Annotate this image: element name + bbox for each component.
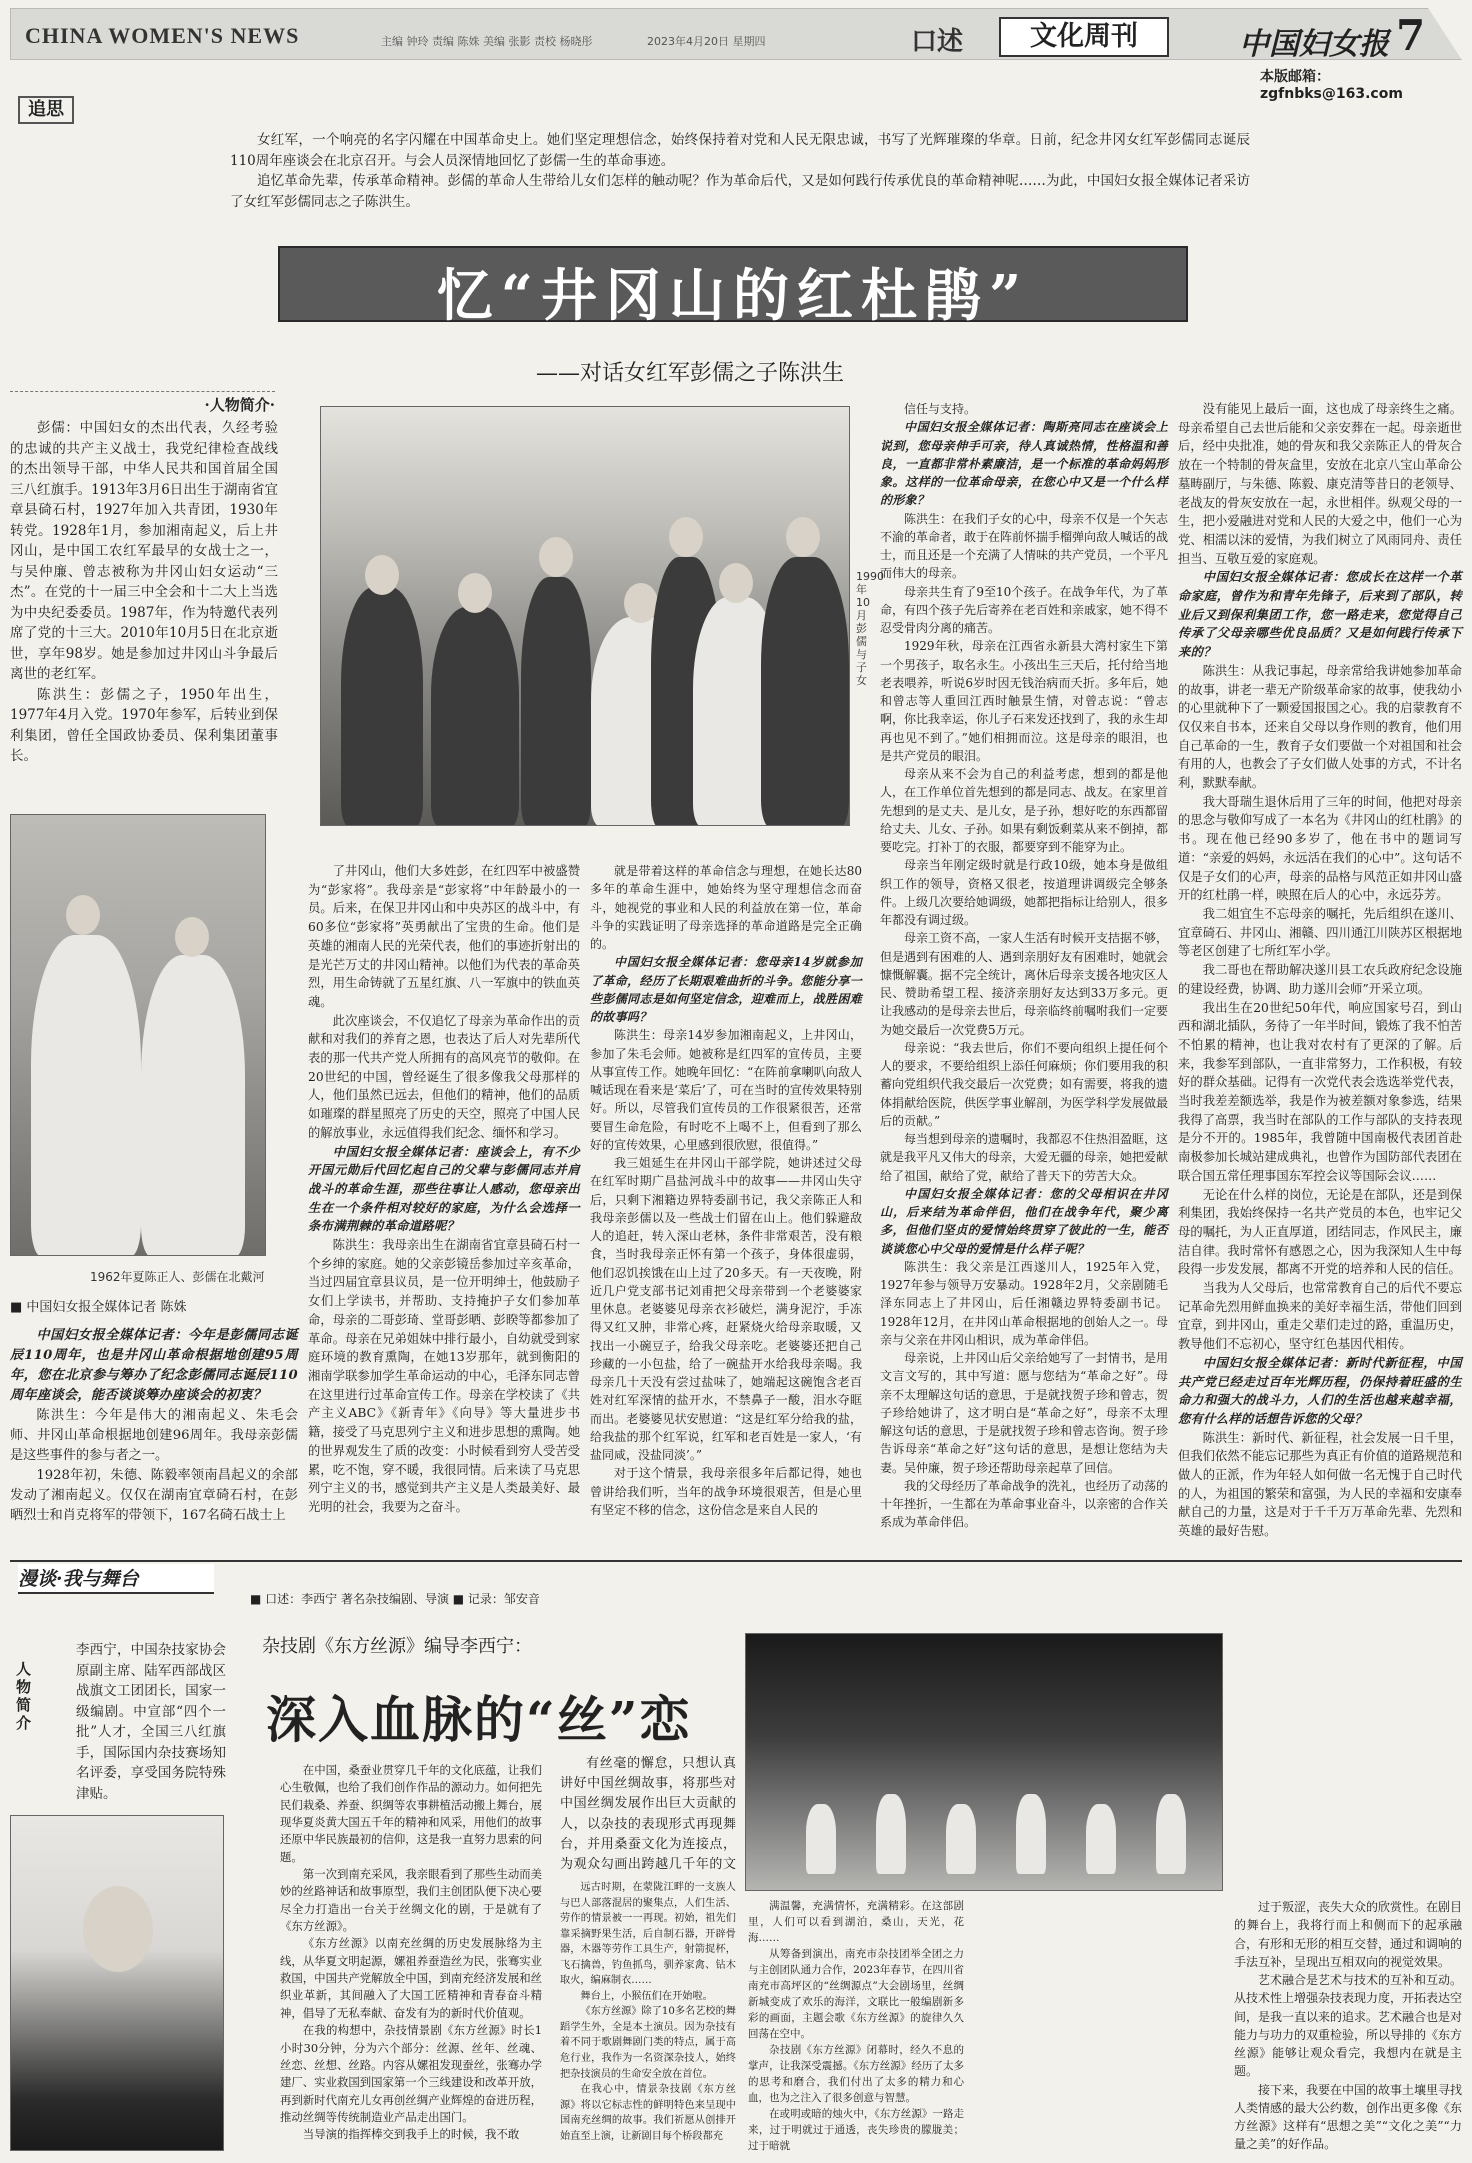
title-banner (278, 246, 1188, 329)
person-figure (521, 577, 591, 826)
interview-answer: 对于这个情景，我母亲很多年后都记得，她也曾讲给我们听，当年的战争环境很艰苦，但是心里有坚定不移的信念，这份信念是来自人民的 (590, 1466, 862, 1517)
interview-answer: 每当想到母亲的遗嘱时，我都忍不住热泪盈眶，这就是我平凡又伟大的母亲，大爱无疆的母亲，她把爱献给了祖国，献给了党，献给了普天下的劳苦大众。 (880, 1132, 1169, 1183)
interview-answer: 无论在什么样的岗位，无论是在部队，还是到保利集团，我始终保持一名共产党员的本色，也牢记父母的嘱托，为人正直厚道，团结同志，作风民主，廉洁自律。我时常怀有感恩之心，因为我深知人生中每段得一步发发展，都离不开党的培养和人民的信任。 (1178, 1187, 1462, 1277)
article-column-1 (308, 862, 580, 1517)
interview-answer: 没有能见上最后一面，这也成了母亲终生之痛。母亲希望自己去世后能和父亲安葬在一起。母亲逝世后，经中央批准，她的骨灰和我父亲陈正人的骨灰合放在一个特制的骨灰盒里，安放在北京八宝山革命公墓畴副厅，与朱德、陈毅、康克清等昔日的老领导、老战友的骨灰安放在一起，永世相伴。纵观父母的一生，把小爱融进对党和人民的大爱之中，他们一心为党、相濡以沫的爱情，为我们树立了风雨同舟、责任担当、互敬互爱的家庭观。 (1178, 402, 1462, 566)
interview-answer: 陈洪生：今年是伟大的湘南起义、朱毛会师、井冈山革命根据地创建96周年。我母亲彭儒是这些事件的参与者之一。 (10, 1408, 298, 1464)
person-head (66, 895, 100, 935)
article-column-4 (1178, 400, 1462, 1541)
interview-answer: 母亲从来不会为自己的利益考虑，想到的都是他人，在工作单位首先想到的都是同志、战友。在家里首先想到的是丈夫、是儿女，是子孙，想好吃的东西都留给丈夫、儿女、子孙。如果有剩饭剩菜从来不倒掉，都要吃完。打补丁的衣服，都要穿到不能穿为止。 (880, 767, 1169, 854)
stage-performance-photo (745, 1633, 1223, 1891)
person-head (83, 1886, 153, 1972)
lower-profile-label: 人物简介 (16, 1660, 32, 1732)
page-number: 7 (1396, 11, 1426, 60)
person-head (719, 563, 753, 603)
masthead (10, 8, 1462, 60)
lower-column-2b (560, 1880, 736, 2144)
lower-paragraph: 第一次到南充采风，我亲眼看到了那些生动而美妙的丝路神话和故事原型，我们主创团队便下决心要尽全力打造出一台关于丝绸文化的剧，于是就有了《东方丝源》。 (280, 1867, 543, 1934)
lower-paragraph: 有丝毫的懈怠，只想认真讲好中国丝绸故事，将那些对中国丝绸发展作出巨大贡献的人，以杂技的表现形式再现舞台，并用桑蚕文化为连接点，为观众勾画出跨越几千年的文 (560, 1756, 736, 1873)
lower-paragraph: 在或明或暗的烛火中，《东方丝源》一路走来，过于明就过于通透，丧失珍贵的朦胧美；过于暗就 (748, 2108, 964, 2152)
interview-answer: 陈洪生：我母亲出生在湖南省宜章县碕石村一个乡绅的家庭。她的父亲彭镜岳参加过辛亥革命，当过四届宜章县议员，是一位开明绅士，他鼓励子女们上学读书，并帮助、支持掩护子女们参加革命，母亲的二哥彭琦、堂哥彭晒、彭睽等都参加了革命。母亲在兄弟姐妹中排行最小，自幼就受到家庭环境的教育熏陶，在她13岁那年，就到衡阳的湘南学联参加学生革命运动的中心，毛泽东同志曾在这里进行过革命宣传工作。母亲在学校读了《共产主义ABC》《新青年》《向导》等大量进步书籍，接受了马克思列宁主义和进步思想的熏陶。她的世界观发生了质的改变：小时候看到穷人受苦受累，吃不饱，穿不暖，我很同情。后来读了马克思列宁主义的书，感觉到共产主义是人类最美好、最光明的社会，我要为之奋斗。 (308, 1238, 580, 1514)
interview-answer: 陈洪生：在我们子女的心中，母亲不仅是一个矢志不渝的革命者，敢于在阵前怀揣手榴弹向敌人喊话的战士，而且还是一个充满了人情味的共产党员，一个平凡而伟大的母亲。 (880, 511, 1169, 581)
lower-column-3 (748, 1898, 964, 2154)
lower-paragraph: 艺术融合是艺术与技术的互补和互动。从技术性上增强杂技表现力度，开拓表达空间，是我一直以来的追求。艺术融合也是对能力与功力的双重检验，所以导排的《东方丝源》能够让观众看完，我想内在就是主题。 (1234, 1973, 1463, 2079)
lower-paragraph: 接下来，我要在中国的故事土壤里寻找人类情感的最大公约数，创作出更多像《东方丝源》这样有“思想之美”“文化之美”“力量之美”的好作品。 (1234, 2082, 1463, 2152)
interview-answer: 母亲说：“我去世后，你们不要向组织上提任何个人的要求，不要给组织上添任何麻烦；你们要用我的积蓄向党组织代我交最后一次党费；如有需要，将我的遗体捐献给医院，供医学事业解剖，为医学科学发展做最后的贡献。” (880, 1040, 1169, 1128)
interview-answer: 我出生在20世纪50年代，响应国家号召，到山西和湖北插队，务待了一年半时间，锻炼了我不怕苦不怕累的精神，也让我对农村有了更深的了解。后来，我参军到部队，一直非常努力，工作积极，有较好的群众基础。记得有一次党代表会选选举党代表，当时我差差额选举，我是作为被差额对象参选，结果我得了高票，我当时在部队的工作与部队的支持表现是分不开的。1985年，我曾随中国南极代表团首赴南极参加长城站建成典礼，也曾作为国防部代表团在联合国五常任理事国东军控会议等国际会议…… (1178, 1000, 1462, 1183)
article-column-3 (880, 400, 1168, 1532)
column-label: 追思 (18, 96, 74, 124)
lower-paragraph: 舞台上，小猴伍们在开始啦。 (580, 1990, 713, 2002)
issue-date: 2023年4月20日 星期四 (647, 35, 766, 48)
photo2-caption: 1962年夏陈正人、彭儒在北戴河 (90, 1270, 265, 1284)
interview-answer: 陈洪生：从我记事起，母亲常给我讲她参加革命的故事，讲老一辈无产阶级革命家的故事，使我幼小的心里就种下了一颗爱国报国之心。我的启蒙教育不仅仅来自书本，还来自父母以身作则的教育，他们用自己革命的一生，教育子女们要做一个对祖国和社会有用的人，也教会了子女们做人处事的方式，不计名利，默默奉献。 (1178, 663, 1462, 791)
lower-paragraph: 远古时期，在蒙陇江畔的一支族人与巴人部落混居的聚集点，人们生活、劳作的情景被一一再现。初始，祖先们靠采摘野果生活，后自制石器，开辟骨器，木器等劳作工具生产，射箭捉杯，飞石擒兽，钓鱼抓鸟，驯养家禽、钻木取火，编麻制衣…… (560, 1882, 736, 1987)
lower-paragraph: 杂技剧《东方丝源》闭幕时，经久不息的掌声，让我深受震撼。《东方丝源》经历了太多的思考和磨合，我们付出了太多的精力和心血，也为之注入了很多创意与智慧。 (748, 2044, 964, 2104)
interview-answer: 我大哥瑞生退休后用了三年的时间，他把对母亲的思念与敬仰写成了一本名为《井冈山的红杜鹃》的书。现在他已经90多岁了，他在书中的题词写道：“亲爱的妈妈，永远活在我们的心中”。这句话不仅是子女们的心声，母亲的品格与风范正如井冈山盛开的红杜鹃一样，映照在后人的心中，永远芬芳。 (1178, 794, 1462, 903)
article-column-0 (10, 1326, 298, 1526)
performer-figure (806, 1804, 836, 1874)
person-head (669, 517, 703, 557)
interview-answer: 母亲说，上井冈山后父亲给她写了一封情书，是用文言文写的，其中写道：愿与您结为“革命之好”。母亲不太理解这句话的意思，于是就找贺子珍和曾志，贺子珍给她讲了，这才明白是“革命之好”，母亲不太理解这句话的意思，于是就找贺子珍和曾志咨询。贺子珍告诉母亲“革命之好”这句话的意思，是想让您结为夫妻。吴仲廉，贺子珍还帮助母亲起草了回信。 (880, 1351, 1169, 1475)
article-column-2 (590, 862, 862, 1519)
couple-photo-1962 (10, 814, 266, 1256)
brand-english: CHINA WOMEN'S NEWS (25, 23, 300, 48)
interview-question: 中国妇女报全媒体记者：陶斯亮同志在座谈会上说到，您母亲伸手可亲，待人真诚热情，性格温和善良，一直都非常朴素廉洁，是一个标准的革命妈妈形象。这样的一位革命母亲，在您心中又是一个什么样的形象？ (880, 420, 1168, 508)
person-figure (141, 955, 245, 1256)
interview-answer: 陈洪生：新时代、新征程，社会发展一日千里，但我们依然不能忘记那些为真正有价值的道路规范和做人的正派，作为年轻人如何做一名无愧于自己时代的人，为祖国的繁荣和富强，为人民的幸福和安康奉献自己的力量，这是对于千千万万革命先辈、先烈和英雄的最好告慰。 (1178, 1430, 1462, 1539)
article-subtitle: ——对话女红军彭儒之子陈洪生 (536, 361, 845, 386)
interview-answer: 了井冈山，他们大多姓彭，在红四军中被盛赞为“彭家将”。我母亲是“彭家将”中年龄最小的一员。后来，在保卫井冈山和中央苏区的战斗中，有60多位“彭家将”英勇献出了宝贵的生命。他们是英雄的湘南人民的光荣代表，他们的事迹折射出的是光芒万丈的井冈山精神。以他们为代表的革命英烈，用生命铸就了五星红旗、八一军旗中的铁血英魂。 (308, 864, 580, 1009)
performer-figure (1086, 1804, 1116, 1874)
intro (230, 130, 1250, 212)
page-corner-fold (1428, 8, 1462, 60)
staff-credits: 主编 钟玲 责编 陈姝 美编 张影 责校 杨晓彤 (381, 35, 593, 48)
lower-profile (76, 1640, 226, 1804)
lower-paragraph: 满温馨，充满情怀，充满精彩。在这部剧里，人们可以看到湖泊，桑山，天光，花海…… (748, 1900, 964, 1944)
lower-paragraph: 《东方丝源》除了10多名艺校的舞蹈学生外，全是本土演员。因为杂技有着不同于歌剧舞剧门类的特点，属于高危行业，我作为一名资深杂技人，始终把杂技演员的生命安全放在首位。 (560, 2006, 736, 2080)
lower-credit: ■ 口述：李西宁 著名杂技编剧、导演 ■ 记录：邹安音 (250, 1592, 540, 1606)
interview-answer: 母亲共生育了9至10个孩子。在战争年代，为了革命，有四个孩子先后寄养在老百姓和亲戚家，她不得不忍受骨肉分离的痛苦。 (880, 584, 1169, 635)
newspaper-logo: 中国妇女报 (1239, 27, 1389, 62)
interview-answer: 1929年秋，母亲在江西省永新县大湾村家生下第一个男孩子，取名永生。小孩出生三天后，托付给当地老表喂养，听说6岁时因无钱治病而夭折。多年后，她和曾志等人重回江西时触景生情，对曾志说：“曾志啊，你比我幸运，你儿子石来发还找到了，我的永生却再也见不到了。”她们相拥而泣。这是母亲的眼泪，也是共产党员的眼泪。 (880, 639, 1169, 763)
reporter-byline: ■ 中国妇女报全媒体记者 陈姝 (10, 1300, 187, 1315)
photo1-caption: 1990年10月彭儒与子女 (856, 570, 884, 687)
lower-kicker: 杂技剧《东方丝源》编导李西宁： (262, 1636, 532, 1657)
intro-paragraph: 追忆革命先辈，传承革命精神。彭儒的革命人生带给儿女们怎样的触动呢？作为革命后代，又是如何践行传承优良的革命精神呢……为此，中国妇女报全媒体记者采访了女红军彭儒同志之子陈洪生。 (230, 173, 1250, 210)
person-figure (761, 557, 849, 826)
person-head (458, 573, 492, 613)
profile-paragraph: 彭儒：中国妇女的杰出代表，久经考验的忠诚的共产主义战士，我党纪律检查战线的杰出领导干部，中华人民共和国首届全国三八红旗手。1913年3月6日出生于湖南省宜章县碕石村，1927年加入共青团，1930年转党。1928年1月，参加湘南起义，后上井冈山，是中国工农红军最早的女战士之一，与吴仲廉、曾志被称为井冈山妇女运动“三杰”。在党的十一届三中全会和十二大上当选为中央纪委委员。1987年，作为特邀代表列席了党的十三大。2010年10月5日在北京逝世，享年98岁。她是参加过井冈山斗争最后离世的老红军。 (10, 420, 278, 682)
interview-answer: 母亲当年刚定级时就是行政10级，她本身是做组织工作的领导，资格又很老，按道理讲调级完全够条件。上级几次要给她调级，她都把指标让给别人，很多年都没有调过级。 (880, 858, 1169, 927)
interview-answer: 就是带着这样的革命信念与理想，在她长达80多年的革命生涯中，她始终为坚守理想信念而奋斗，她视党的事业和人民的利益放在第一位，革命斗争的实践证明了母亲选择的革命道路是完全正确的。 (590, 864, 862, 951)
performer-figure (946, 1804, 976, 1874)
interview-answer: 我二姐宜生不忘母亲的嘱托，先后组织在遂川、宜章碕石、井冈山、湘赣、四川通江川陕苏区根据地等老区创建了七所红军小学。 (1178, 906, 1462, 959)
lower-column-4 (1234, 1898, 1462, 2154)
profile-paragraph: 陈洪生：彭儒之子，1950年出生，1977年4月入党。1970年参军，后转业到保利集团，曾任全国政协委员、保利集团董事长。 (10, 686, 278, 764)
interview-answer: 陈洪生：我父亲是江西遂川人，1925年入党，1927年参与领导万安暴动。1928年2月，父亲剧随毛泽东同志上了井冈山，后任湘赣边界特委副书记。1928年12月，在井冈山革命根据地的创始人之一。母亲与父亲在井冈山相识，成为革命伴侣。 (880, 1259, 1168, 1347)
lower-column-1 (280, 1762, 542, 2144)
person-head (539, 537, 573, 577)
lower-column-2a (560, 1754, 736, 1874)
section-divider (10, 1560, 1462, 1562)
lower-paragraph: 从筹备到演出，南充市杂技团举全团之力与主创团队通力合作，2023年春节，在四川省南充市高坪区的“丝绸源点”大会剧场里，丝绸新城变成了欢乐的海洋，文联比一般编剧新多彩的画面，主题会歌《东方丝源》的旋律久久回荡在空中。 (748, 1948, 964, 2040)
interview-answer: 当我为人父母后，也常常教育自己的后代不要忘记革命先烈用鲜血换来的美好幸福生活，带他们回到宜章，到井冈山，重走父辈们走过的路，重温历史，教导他们不忘初心，坚守红色基因代相传。 (1178, 1281, 1462, 1352)
article-title: 忆“井冈山的红杜鹃” (436, 263, 1030, 329)
person-figure (31, 935, 141, 1256)
family-photo-1990 (320, 406, 850, 826)
interview-answer: 陈洪生：母亲14岁参加湘南起义，上井冈山，参加了朱毛会师。她被称是红四军的宣传员，主要从事宣传工作。她晚年回忆：“在阵前拿喇叭向敌人喊话现在看来是‘菜后’了，可在当时的宣传效果特别好。所以，尽管我们宣传员的工作很紧很苦，还常要冒生命危险，有时吃不上喝不上，但看到了那么好的宣传效果，心里感到很欣慰，很值得。” (590, 1028, 862, 1152)
interview-answer: 1928年初，朱德、陈毅率领南昌起义的余部发动了湘南起义。仅仅在湖南宜章碕石村，在彭晒烈士和肖克将军的带领下，167名碕石战士上 (10, 1468, 298, 1524)
interview-question: 中国妇女报全媒体记者：座谈会上，有不少开国元勋后代回忆起自己的父辈与彭儒同志并肩战斗的革命生涯，那些往事让人感动，您母亲出生在一个条件相对较好的家庭，为什么会选择一条布满荆棘的革命道路呢？ (308, 1143, 580, 1234)
lower-paragraph: 在我心中，情景杂技剧《东方丝源》将以它标志性的鲜明特色来呈现中国南充丝绸的故事。我们祈愿从创排开始直至上演，让新剧目每个桥段都充 (560, 2084, 736, 2142)
performer-figure (1156, 1794, 1186, 1874)
lower-paragraph: 当导演的指挥棒交到我手上的时候，我不敢 (302, 2127, 520, 2142)
lower-paragraph: 过于叛涩，丧失大众的欣赏性。在剧目的舞台上，我将行而上和侧而下的起承融合，有形和无形的相互交替，通过和调响的手法互补，呈现出互相双向的视觉效果。 (1234, 1900, 1463, 1969)
profile-header: ·人物简介· (10, 391, 275, 413)
lower-paragraph: 在我的构想中，杂技情景剧《东方丝源》时长1小时30分钟，分为六个部分：丝源、丝年、丝魂、丝恋、丝想、丝路。内容从嫘祖发现蚕丝，张骞办学建厂、实业救国到国家第一个三线建设和改革开放，再到新时代南充儿女再创丝绸产业辉煌的奋进历程，推动丝绸等传统制造业产品走出国门。 (280, 2023, 542, 2124)
interview-answer: 母亲工资不高，一家人生活有时候开支拮据不够，但是遇到有困难的人、遇到亲朋好友有困难时，她就会慷慨解囊。据不完全统计，离休后母亲支援各地灾区人民、赞助希望工程、接济亲朋好友达到33万多元。更让我感动的是母亲去世后，母亲临终前嘱咐我们一定要为她交最后一次党费5万元。 (880, 931, 1169, 1037)
section-oral: 口述 (911, 27, 964, 57)
person-figure (431, 607, 519, 826)
person-head (786, 517, 820, 557)
lower-paragraph: 《东方丝源》以南充丝绸的历史发展脉络为主线，从华夏文明起源，嫘祖养蚕造丝为民，张骞实业救国，中国共产党解放全中国，到南充经济发展和丝织业革新，其间融入了大国工匠精神和青春奋斗精神，倡导了无私奉献、奋发有为的新时代价值观。 (280, 1936, 542, 2020)
lower-profile-text: 李西宁，中国杂技家协会原副主席、陆军西部战区战旗文工团团长，国家一级编剧。中宣部“四个一批”人才，全国三八红旗手，国际国内杂技赛场知名评委，享受国务院特殊津贴。 (76, 1642, 226, 1802)
lower-column-tag: 漫谈·我与舞台 (18, 1564, 214, 1594)
interview-question: 中国妇女报全媒体记者：新时代新征程，中国共产党已经走过百年光辉历程，仍保持着旺盛的生命力和强大的战斗力，人们的生活也越来越幸福，您有什么样的话想告诉您的父母？ (1178, 1354, 1462, 1426)
person-head (175, 917, 209, 957)
person-head (365, 555, 399, 595)
interview-answer: 我三姐延生在井冈山干部学院，她讲述过父母在红军时期广昌盐河战斗中的故事——井冈山失守后，只剩下湘籍边界特委副书记，我父亲陈正人和我母亲彭儒以及一些战士们留在山上。他们躲避敌人的追赶，转入深山老林，条件非常艰苦，没有粮食，当时我母亲正怀有第一个孩子，身体很虚弱，他们忍饥挨饿在山上过了20多天。有一天夜晚，附近几户党支部书记刘甫把父母亲带到一个老婆婆家里休息。老婆婆见母亲衣衫破烂，满身泥泞，手冻得又红又肿，非常心疼，赶紧烧火给母亲取暖，又找出一小碗豆子，给我父母亲吃。老婆婆还把自己珍藏的一小包盐，给了一碗盐开水给我母亲喝。我母亲几十天没有尝过盐味了，她端起这碗饱含老百姓对红军深情的盐开水，不禁鼻子一酸，泪水夺眶而出。老婆婆见状安慰道：“这是红军分给我的盐，给我盐的那个红军说，红军和老百姓是一家人，‘有盐同咸，没盐同淡’。” (590, 1156, 862, 1462)
performer-figure (876, 1794, 906, 1874)
lower-paragraph: 在中国，桑蚕业贯穿几千年的文化底蕴，让我们心生敬佩，也给了我们创作作品的源动力。如何把先民们栽桑、养蚕、织绸等农事耕植活动搬上舞台，展现华夏炎黄大国五千年的精神和风采，用他们的故事还原中华民族最初的信仰，这是我一直努力思索的问题。 (280, 1763, 543, 1864)
editorial-email: 本版邮箱：zgfnbks@163.com (1260, 69, 1403, 102)
interview-answer: 此次座谈会，不仅追忆了母亲为革命作出的贡献和对我们的养育之恩，也表达了后人对先辈所代表的那一代共产党人所拥有的高风亮节的敬仰。在20世纪的中国，曾经诞生了很多像我父母那样的人，他们虽然已远去，但他们的精神，他们的品质如璀璨的群星照亮了历史的天空，照亮了中国人民的解放事业，永远值得我们纪念、缅怀和学习。 (308, 1013, 580, 1140)
lower-title: 深入血脉的“丝”恋 (266, 1690, 692, 1749)
profile (10, 418, 278, 767)
interview-question: 中国妇女报全媒体记者：您母亲14岁就参加了革命，经历了长期艰难曲折的斗争。您能分享一些彭儒同志是如何坚定信念，迎难而上，战胜困难的故事吗？ (590, 955, 862, 1024)
interview-question: 中国妇女报全媒体记者：您成长在这样一个革命家庭，曾作为和青年先锋子，后来到了部队，转业后又到保利集团工作，您一路走来，您觉得自己传承了父母亲哪些优良品质？又是如何践行传承下来的？ (1178, 569, 1462, 660)
interview-answer: 信任与支持。 (904, 402, 977, 416)
section-culture-weekly: 文化周刊 (999, 17, 1169, 57)
person-figure (341, 587, 423, 826)
interview-answer: 我二哥也在帮助解决遂川县工农兵政府纪念设施的建设经费，协调、助力遂川会师”开采立项。 (1178, 963, 1462, 996)
portrait-photo (10, 1815, 224, 2151)
interview-question: 中国妇女报全媒体记者：今年是彭儒同志诞辰110周年，也是井冈山革命根据地创建95周年，您在北京参与筹办了纪念彭儒同志诞辰110周年座谈会，能否谈谈筹办座谈会的初衷？ (10, 1328, 298, 1404)
performer-figure (1016, 1794, 1046, 1874)
intro-paragraph: 女红军，一个响亮的名字闪耀在中国革命史上。她们坚定理想信念，始终保持着对党和人民无限忠诚，书写了光辉璀璨的华章。日前，纪念井冈女红军彭儒同志诞辰110周年座谈会在北京召开。与会人员深情地回忆了彭儒一生的革命事迹。 (230, 132, 1250, 169)
interview-answer: 我的父母经历了革命战争的洗礼，也经历了动荡的十年挫折，一生都在为革命事业奋斗，以亲密的合作关系成为革命伴侣。 (880, 1478, 1169, 1530)
interview-question: 中国妇女报全媒体记者：您的父母相识在井冈山，后来结为革命伴侣，他们在战争年代，聚少离多，但他们坚贞的爱情始终贯穿了彼此的一生，能否谈谈您心中父母的爱情是什么样子呢？ (880, 1186, 1168, 1256)
